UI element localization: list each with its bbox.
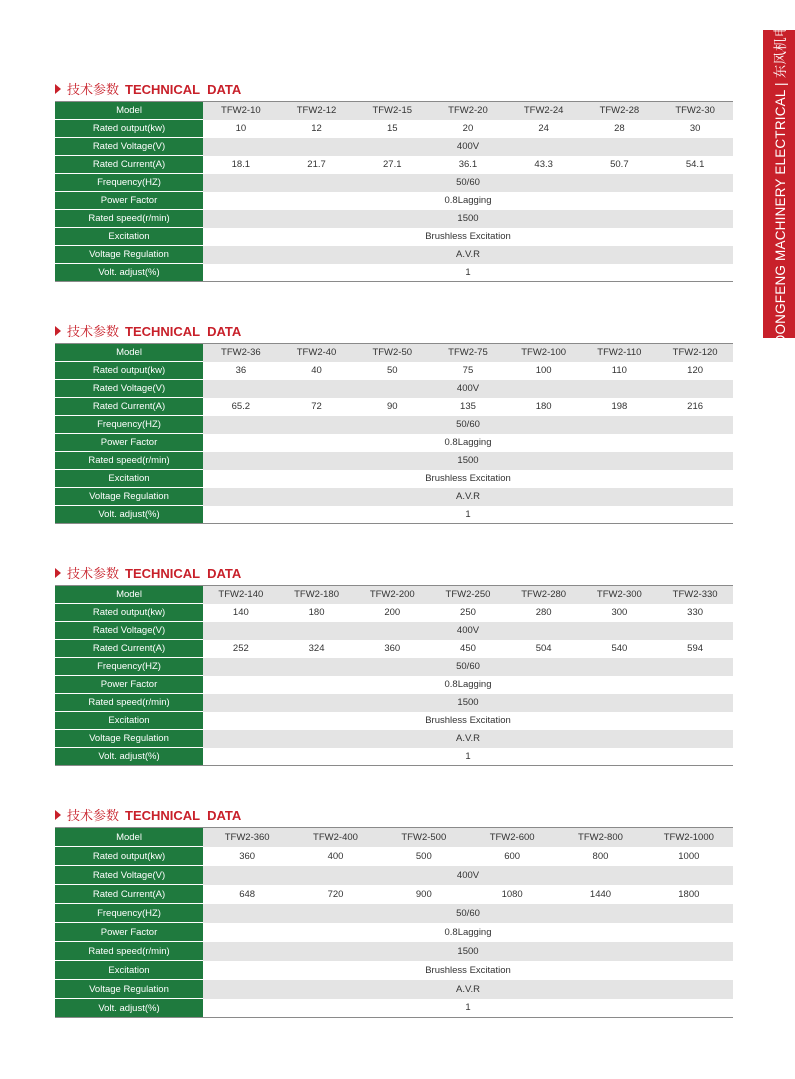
section-title-en: TECHNICAL DATA [125, 324, 242, 339]
model-name-cell: TFW2-100 [506, 344, 582, 362]
output-value-cell: 360 [239, 850, 256, 862]
row-label: Volt. adjust(%) [55, 506, 203, 524]
model-name-cell: TFW2-10 [203, 102, 279, 120]
model-name-cell: TFW2-12 [279, 102, 355, 120]
shared-value-cell: 50/60 [203, 416, 733, 434]
section-title-zh: 技术参数 [67, 325, 120, 340]
spec-row-regulation [55, 488, 733, 506]
technical-data-section [55, 566, 733, 766]
section-title [55, 324, 241, 340]
current-value-cell: 36.1 [458, 159, 478, 170]
spec-row-current [55, 398, 733, 416]
output-value-cell: 28 [614, 123, 625, 134]
model-name-cell: TFW2-500 [380, 828, 468, 847]
row-label: Rated output(kw) [55, 362, 203, 380]
spec-row-frequency [55, 904, 733, 923]
shared-value-cell: A.V.R [203, 488, 733, 506]
shared-value-cell: Brushless Excitation [425, 473, 511, 484]
shared-value-cell: Brushless Excitation [425, 715, 511, 726]
output-value-cell: 12 [311, 123, 322, 134]
row-label: Rated Voltage(V) [55, 866, 203, 885]
model-name-cell: TFW2-300 [582, 586, 658, 604]
current-value-cell: 450 [460, 643, 476, 654]
row-label: Rated output(kw) [55, 847, 203, 866]
current-value-cell: 65.2 [231, 401, 251, 412]
shared-value-cell: 1 [465, 266, 471, 278]
spec-row-speed [55, 694, 733, 712]
row-label: Rated speed(r/min) [55, 694, 203, 712]
spec-row-regulation [55, 730, 733, 748]
shared-value-cell: 1 [465, 508, 471, 520]
spec-row-adjust [55, 748, 733, 766]
spec-row-current [55, 885, 733, 904]
spec-row-model [55, 828, 733, 847]
technical-data-section [55, 82, 733, 282]
spec-row-excitation [55, 961, 733, 980]
row-label: Rated Current(A) [55, 398, 203, 416]
shared-value-cell: 0.8Lagging [444, 679, 492, 690]
output-value-cell: 400 [327, 850, 344, 862]
spec-row-frequency [55, 174, 733, 192]
row-label: Rated Current(A) [55, 885, 203, 904]
model-name-cell: TFW2-110 [582, 344, 658, 362]
technical-data-section [55, 808, 733, 1018]
section-title [55, 808, 241, 824]
row-label: Power Factor [55, 192, 203, 210]
spec-row-adjust [55, 999, 733, 1018]
current-value-cell: 324 [308, 643, 325, 654]
triangle-bullet-icon [55, 326, 61, 336]
row-label: Frequency(HZ) [55, 658, 203, 676]
current-value-cell: 198 [611, 401, 628, 412]
current-value-cell: 540 [611, 643, 628, 654]
row-label: Voltage Regulation [55, 488, 203, 506]
spec-row-adjust [55, 264, 733, 282]
output-value-cell: 280 [535, 607, 552, 618]
current-value-cell: 135 [460, 401, 476, 412]
shared-value-cell: 1 [465, 1002, 471, 1014]
row-label: Rated Current(A) [55, 156, 203, 174]
model-name-cell: TFW2-20 [430, 102, 506, 120]
spec-row-excitation [55, 712, 733, 730]
row-label: Excitation [55, 712, 203, 730]
row-label: Voltage Regulation [55, 980, 203, 999]
row-label: Rated Voltage(V) [55, 622, 203, 640]
spec-row-model [55, 586, 733, 604]
spec-row-model [55, 102, 733, 120]
model-name-cell: TFW2-120 [657, 344, 733, 362]
shared-value-cell: 0.8Lagging [444, 195, 492, 206]
row-label: Rated Voltage(V) [55, 380, 203, 398]
output-value-cell: 36 [235, 365, 247, 376]
spec-row-power-factor [55, 192, 733, 210]
current-value-cell: 43.3 [534, 159, 553, 170]
output-value-cell: 800 [592, 850, 609, 862]
spec-row-power-factor [55, 434, 733, 452]
spec-row-voltage [55, 380, 733, 398]
row-label: Voltage Regulation [55, 246, 203, 264]
model-name-cell: TFW2-24 [506, 102, 582, 120]
spec-row-power-factor [55, 923, 733, 942]
spec-row-voltage [55, 622, 733, 640]
model-name-cell: TFW2-30 [657, 102, 733, 120]
model-name-cell: TFW2-800 [556, 828, 644, 847]
spec-table [55, 343, 733, 524]
model-name-cell: TFW2-600 [468, 828, 556, 847]
shared-value-cell: 0.8Lagging [444, 926, 492, 938]
current-value-cell: 252 [232, 643, 249, 654]
spec-table [55, 585, 733, 766]
output-value-cell: 75 [462, 365, 474, 376]
section-title-zh: 技术参数 [67, 83, 120, 98]
shared-value-cell: 400V [203, 866, 733, 885]
spec-row-excitation [55, 228, 733, 246]
section-title-zh: 技术参数 [67, 567, 120, 582]
model-name-cell: TFW2-280 [506, 586, 582, 604]
brand-side-tab [763, 23, 795, 345]
output-value-cell: 500 [415, 850, 432, 862]
current-value-cell: 1440 [589, 888, 612, 900]
triangle-bullet-icon [55, 810, 61, 820]
shared-value-cell: A.V.R [203, 730, 733, 748]
shared-value-cell: 0.8Lagging [444, 437, 492, 448]
section-title [55, 566, 241, 582]
model-name-cell: TFW2-15 [354, 102, 430, 120]
spec-row-speed [55, 210, 733, 228]
output-value-cell: 100 [535, 365, 552, 376]
output-value-cell: 250 [460, 607, 476, 618]
model-name-cell: TFW2-250 [430, 586, 506, 604]
spec-table [55, 827, 733, 1018]
current-value-cell: 18.1 [231, 159, 251, 170]
current-value-cell: 594 [687, 643, 704, 654]
model-name-cell: TFW2-40 [279, 344, 355, 362]
model-name-cell: TFW2-360 [203, 828, 291, 847]
spec-row-power-factor [55, 676, 733, 694]
current-value-cell: 1080 [501, 888, 523, 900]
shared-value-cell: A.V.R [203, 246, 733, 264]
shared-value-cell: 50/60 [203, 174, 733, 192]
model-name-cell: TFW2-28 [582, 102, 658, 120]
spec-row-voltage [55, 138, 733, 156]
output-value-cell: 330 [687, 607, 704, 618]
model-name-cell: TFW2-180 [279, 586, 355, 604]
model-name-cell: TFW2-75 [430, 344, 506, 362]
row-label: Power Factor [55, 434, 203, 452]
shared-value-cell: A.V.R [203, 980, 733, 999]
current-value-cell: 216 [687, 401, 704, 412]
output-value-cell: 140 [232, 607, 249, 618]
model-name-cell: TFW2-140 [203, 586, 279, 604]
output-value-cell: 15 [386, 123, 398, 134]
current-value-cell: 1800 [678, 888, 700, 900]
current-value-cell: 90 [386, 401, 398, 412]
triangle-bullet-icon [55, 84, 61, 94]
shared-value-cell: 50/60 [203, 658, 733, 676]
spec-row-model [55, 344, 733, 362]
shared-value-cell: Brushless Excitation [425, 964, 511, 976]
section-title-zh: 技术参数 [67, 809, 120, 824]
output-value-cell: 600 [504, 850, 521, 862]
current-value-cell: 27.1 [383, 159, 402, 170]
current-value-cell: 50.7 [610, 159, 629, 170]
current-value-cell: 360 [384, 643, 401, 654]
spec-row-regulation [55, 980, 733, 999]
output-value-cell: 40 [311, 365, 322, 376]
spec-row-output [55, 604, 733, 622]
output-value-cell: 200 [384, 607, 401, 618]
shared-value-cell: 400V [203, 380, 733, 398]
model-name-cell: TFW2-1000 [645, 828, 733, 847]
output-value-cell: 30 [689, 123, 701, 134]
section-title [55, 82, 241, 98]
spec-row-voltage [55, 866, 733, 885]
row-label: Excitation [55, 228, 203, 246]
shared-value-cell: 50/60 [203, 904, 733, 923]
row-label: Power Factor [55, 923, 203, 942]
current-value-cell: 54.1 [685, 159, 705, 170]
row-label: Rated Current(A) [55, 640, 203, 658]
model-name-cell: TFW2-330 [657, 586, 733, 604]
output-value-cell: 180 [308, 607, 325, 618]
current-value-cell: 900 [415, 888, 432, 900]
shared-value-cell: 1500 [203, 942, 733, 961]
row-label: Voltage Regulation [55, 730, 203, 748]
spec-row-output [55, 362, 733, 380]
current-value-cell: 180 [535, 401, 552, 412]
brand-side-tab-text: DONGFENG MACHINERY ELECTRICAL | 东风机电 [773, 23, 788, 345]
row-label: Power Factor [55, 676, 203, 694]
row-label: Rated output(kw) [55, 120, 203, 138]
spec-row-current [55, 156, 733, 174]
current-value-cell: 504 [535, 643, 552, 654]
row-label: Rated output(kw) [55, 604, 203, 622]
row-label: Model [55, 344, 203, 362]
output-value-cell: 20 [462, 123, 474, 134]
model-name-cell: TFW2-200 [354, 586, 430, 604]
spec-row-regulation [55, 246, 733, 264]
row-label: Rated speed(r/min) [55, 210, 203, 228]
shared-value-cell: 1500 [203, 694, 733, 712]
current-value-cell: 648 [239, 888, 256, 900]
spec-table [55, 101, 733, 282]
row-label: Frequency(HZ) [55, 174, 203, 192]
shared-value-cell: 1500 [203, 452, 733, 470]
shared-value-cell: 1500 [203, 210, 733, 228]
spec-row-speed [55, 452, 733, 470]
row-label: Volt. adjust(%) [55, 748, 203, 766]
output-value-cell: 1000 [678, 850, 700, 862]
section-title-en: TECHNICAL DATA [125, 82, 242, 97]
shared-value-cell: 1 [465, 750, 471, 762]
model-name-cell: TFW2-36 [203, 344, 279, 362]
shared-value-cell: 400V [203, 138, 733, 156]
output-value-cell: 24 [538, 123, 549, 134]
row-label: Excitation [55, 470, 203, 488]
row-label: Model [55, 586, 203, 604]
spec-row-frequency [55, 416, 733, 434]
row-label: Frequency(HZ) [55, 904, 203, 923]
row-label: Excitation [55, 961, 203, 980]
spec-row-speed [55, 942, 733, 961]
spec-row-frequency [55, 658, 733, 676]
section-title-en: TECHNICAL DATA [125, 566, 242, 581]
spec-row-output [55, 847, 733, 866]
row-label: Model [55, 102, 203, 120]
output-value-cell: 10 [235, 123, 247, 134]
row-label: Model [55, 828, 203, 847]
row-label: Volt. adjust(%) [55, 999, 203, 1018]
row-label: Frequency(HZ) [55, 416, 203, 434]
model-name-cell: TFW2-50 [354, 344, 430, 362]
spec-row-adjust [55, 506, 733, 524]
row-label: Rated speed(r/min) [55, 452, 203, 470]
row-label: Rated speed(r/min) [55, 942, 203, 961]
technical-data-section [55, 324, 733, 524]
model-name-cell: TFW2-400 [291, 828, 379, 847]
triangle-bullet-icon [55, 568, 61, 578]
output-value-cell: 110 [611, 365, 627, 376]
row-label: Volt. adjust(%) [55, 264, 203, 282]
row-label: Rated Voltage(V) [55, 138, 203, 156]
current-value-cell: 21.7 [307, 159, 326, 170]
spec-row-current [55, 640, 733, 658]
shared-value-cell: 400V [203, 622, 733, 640]
current-value-cell: 720 [327, 888, 344, 900]
current-value-cell: 72 [311, 401, 322, 412]
output-value-cell: 50 [386, 365, 398, 376]
spec-row-output [55, 120, 733, 138]
output-value-cell: 300 [611, 607, 628, 618]
spec-row-excitation [55, 470, 733, 488]
shared-value-cell: Brushless Excitation [425, 231, 511, 242]
output-value-cell: 120 [687, 365, 704, 376]
section-title-en: TECHNICAL DATA [125, 808, 242, 823]
